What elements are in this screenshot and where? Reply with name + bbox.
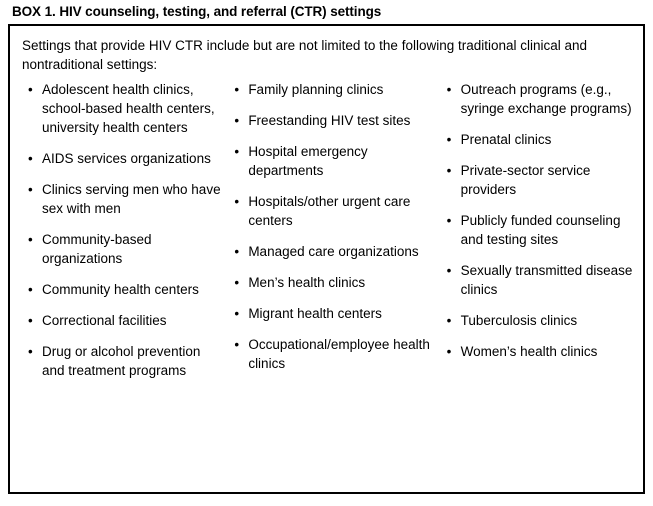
box-container <box>8 26 645 494</box>
list-item <box>232 142 434 180</box>
settings-column-2 <box>224 80 434 385</box>
bullet-icon: • <box>446 344 452 359</box>
list-item <box>232 273 434 292</box>
list-item-label: Hospital emergency departments <box>248 144 368 178</box>
list-item <box>445 342 633 361</box>
list-item <box>232 304 434 323</box>
bullet-icon: • <box>28 344 33 359</box>
list-item <box>445 211 633 249</box>
list-item <box>445 161 633 199</box>
bullet-icon: • <box>446 163 452 178</box>
bullet-icon: • <box>234 113 240 128</box>
bullet-icon: • <box>28 313 33 328</box>
settings-list-3 <box>445 80 633 361</box>
list-item-label: Private-sector service providers <box>460 163 591 197</box>
list-item-label: Drug or alcohol prevention and treatment programs <box>42 344 201 378</box>
bullet-icon: • <box>234 244 240 259</box>
bullet-icon: • <box>28 151 33 166</box>
bullet-icon: • <box>446 132 452 147</box>
list-item <box>445 80 633 118</box>
list-item-label: Tuberculosis clinics <box>460 313 578 328</box>
bullet-icon: • <box>446 313 452 328</box>
list-item <box>26 311 224 330</box>
list-item-label: Freestanding HIV test sites <box>248 113 411 128</box>
list-item-label: AIDS services organizations <box>42 151 211 166</box>
list-item-label: Sexually transmitted disease clinics <box>460 263 633 297</box>
bullet-icon: • <box>234 194 240 209</box>
list-item-label: Hospitals/other urgent care centers <box>248 194 411 228</box>
list-item <box>26 230 224 268</box>
bullet-icon: • <box>28 232 33 247</box>
list-item <box>26 80 224 137</box>
list-item-label: Migrant health centers <box>248 306 382 321</box>
box-intro-text: Settings that provide HIV CTR include but are not limited to the following traditional clinical and nontraditional settings: <box>22 38 588 72</box>
list-item-label: Occupational/employee health clinics <box>248 337 430 371</box>
bullet-icon: • <box>234 144 240 159</box>
list-item <box>232 192 434 230</box>
box-title: BOX 1. HIV counseling, testing, and referral (CTR) settings <box>12 4 382 19</box>
list-item-label: Community-based organizations <box>42 232 152 266</box>
list-item-label: Clinics serving men who have sex with men <box>42 182 221 216</box>
bullet-icon: • <box>446 263 452 278</box>
settings-column-3 <box>435 80 633 373</box>
list-item-label: Community health centers <box>42 282 199 297</box>
list-item <box>26 149 224 168</box>
list-item-label: Men’s health clinics <box>248 275 366 290</box>
list-item <box>232 111 434 130</box>
list-item <box>26 280 224 299</box>
settings-column-1 <box>20 80 224 392</box>
list-item-label: Publicly funded counseling and testing sites <box>460 213 621 247</box>
settings-columns <box>20 80 633 392</box>
list-item <box>26 180 224 218</box>
bullet-icon: • <box>234 275 240 290</box>
list-item-label: Family planning clinics <box>248 82 384 97</box>
bullet-icon: • <box>234 306 240 321</box>
list-item <box>445 261 633 299</box>
list-item <box>232 242 434 261</box>
bullet-icon: • <box>446 213 452 228</box>
bullet-icon: • <box>234 337 240 352</box>
settings-list-2 <box>232 80 434 373</box>
list-item <box>445 311 633 330</box>
list-item <box>26 342 224 380</box>
list-item-label: Managed care organizations <box>248 244 419 259</box>
list-item-label: Adolescent health clinics, school-based health centers, university health centers <box>42 82 215 135</box>
list-item-label: Outreach programs (e.g., syringe exchange programs) <box>460 82 632 116</box>
list-item-label: Prenatal clinics <box>460 132 552 147</box>
list-item-label: Women’s health clinics <box>460 344 598 359</box>
settings-list-1 <box>26 80 224 380</box>
list-item <box>232 335 434 373</box>
bullet-icon: • <box>28 182 33 197</box>
bullet-icon: • <box>28 282 33 297</box>
bullet-icon: • <box>234 82 240 97</box>
bullet-icon: • <box>446 82 452 97</box>
list-item <box>445 130 633 149</box>
list-item <box>232 80 434 99</box>
list-item-label: Correctional facilities <box>42 313 167 328</box>
bullet-icon: • <box>28 82 33 97</box>
